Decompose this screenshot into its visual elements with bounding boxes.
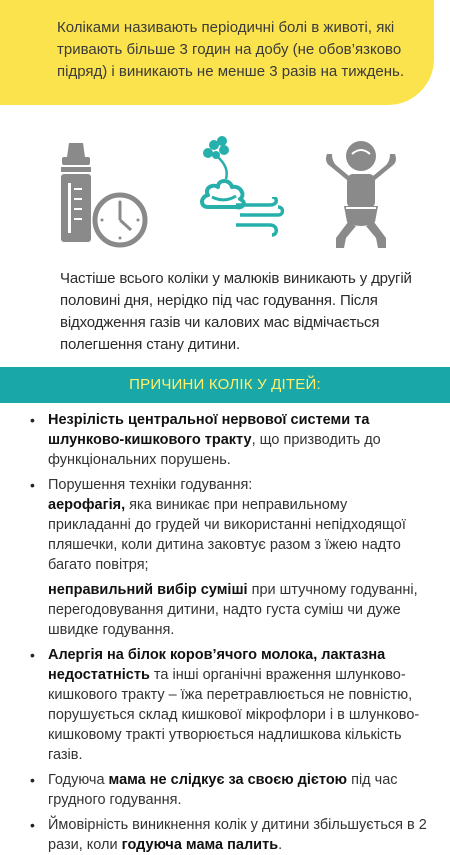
cause-text: під час грудного годування.: [48, 772, 398, 808]
cause-subitem-aerophagia: [0, 495, 450, 575]
illustration-row: [0, 125, 450, 260]
cause-text: яка виникає при неправильному прикладанні до грудей чи використанні непідходящої пляшечки, коли дитина заковтує разом з їжею надто багато повітря;: [48, 497, 406, 573]
cause-subitem-formula: [0, 580, 450, 640]
cause-text: при штучному годуванні, перегодовування дитини, надто густа суміш чи дуже швидке годування.: [48, 582, 418, 638]
causes-list: [0, 410, 450, 855]
clock-icon: [92, 192, 148, 248]
bullet: •: [30, 647, 35, 663]
cause-text: та інші органічні враження шлунково-кишкового тракту – їжа перетравлюється не повністю, порушується склад кишкової мікрофлори і в шлунково-кишковому тракті утворюється надлишкова кількість газів.: [48, 667, 420, 763]
cause-item-3: [0, 645, 450, 765]
causes-header: ПРИЧИНИ КОЛІК У ДІТЕЙ:: [0, 367, 450, 403]
cause-item-5: [0, 815, 450, 855]
intro-callout: [0, 0, 434, 105]
gas-wind-icon: [234, 197, 284, 237]
cause-text: Порушення техніки годування:: [48, 477, 253, 493]
cause-item-4: [0, 770, 450, 810]
cause-item-1: [0, 410, 450, 470]
cause-text-pre: Годуюча: [48, 772, 109, 788]
cause-text: , що призводить до функціональних порушень.: [48, 432, 381, 468]
bullet: •: [30, 772, 35, 788]
cause-bold: неправильний вибір суміші: [48, 582, 248, 598]
cause-text: .: [278, 837, 283, 853]
baby-icon: [322, 140, 400, 252]
cause-bold: аерофагія,: [48, 497, 126, 513]
cause-bold: мама не слідкує за своєю дієтою: [108, 772, 348, 788]
bullet: •: [30, 412, 35, 428]
colic-description: Частіше всього коліки у малюків виникають у другій половині дня, нерідко під час годування. Після відходження газів чи калових мас відмічається полегшення стану дитини.: [60, 270, 412, 353]
cause-bold: Алергія на білок коров’ячого молока, лактазна недостатність: [48, 647, 386, 683]
cause-bold: Незрілість центральної нервової системи та шлунково-кишкового тракту: [48, 412, 370, 448]
bullet: •: [30, 477, 35, 493]
bullet: •: [30, 817, 35, 833]
cause-item-2: [0, 475, 450, 495]
cause-bold: годуюча мама палить: [121, 837, 279, 853]
intro-text: Коліками називають періодичні болі в животі, які тривають більше 3 годин на добу (не обов’язково підряд) і виникають не менше 3 разів на тиждень.: [57, 19, 405, 80]
cause-text-pre: Ймовірність виникнення колік у дитини збільшується в 2 рази, коли: [48, 817, 427, 853]
